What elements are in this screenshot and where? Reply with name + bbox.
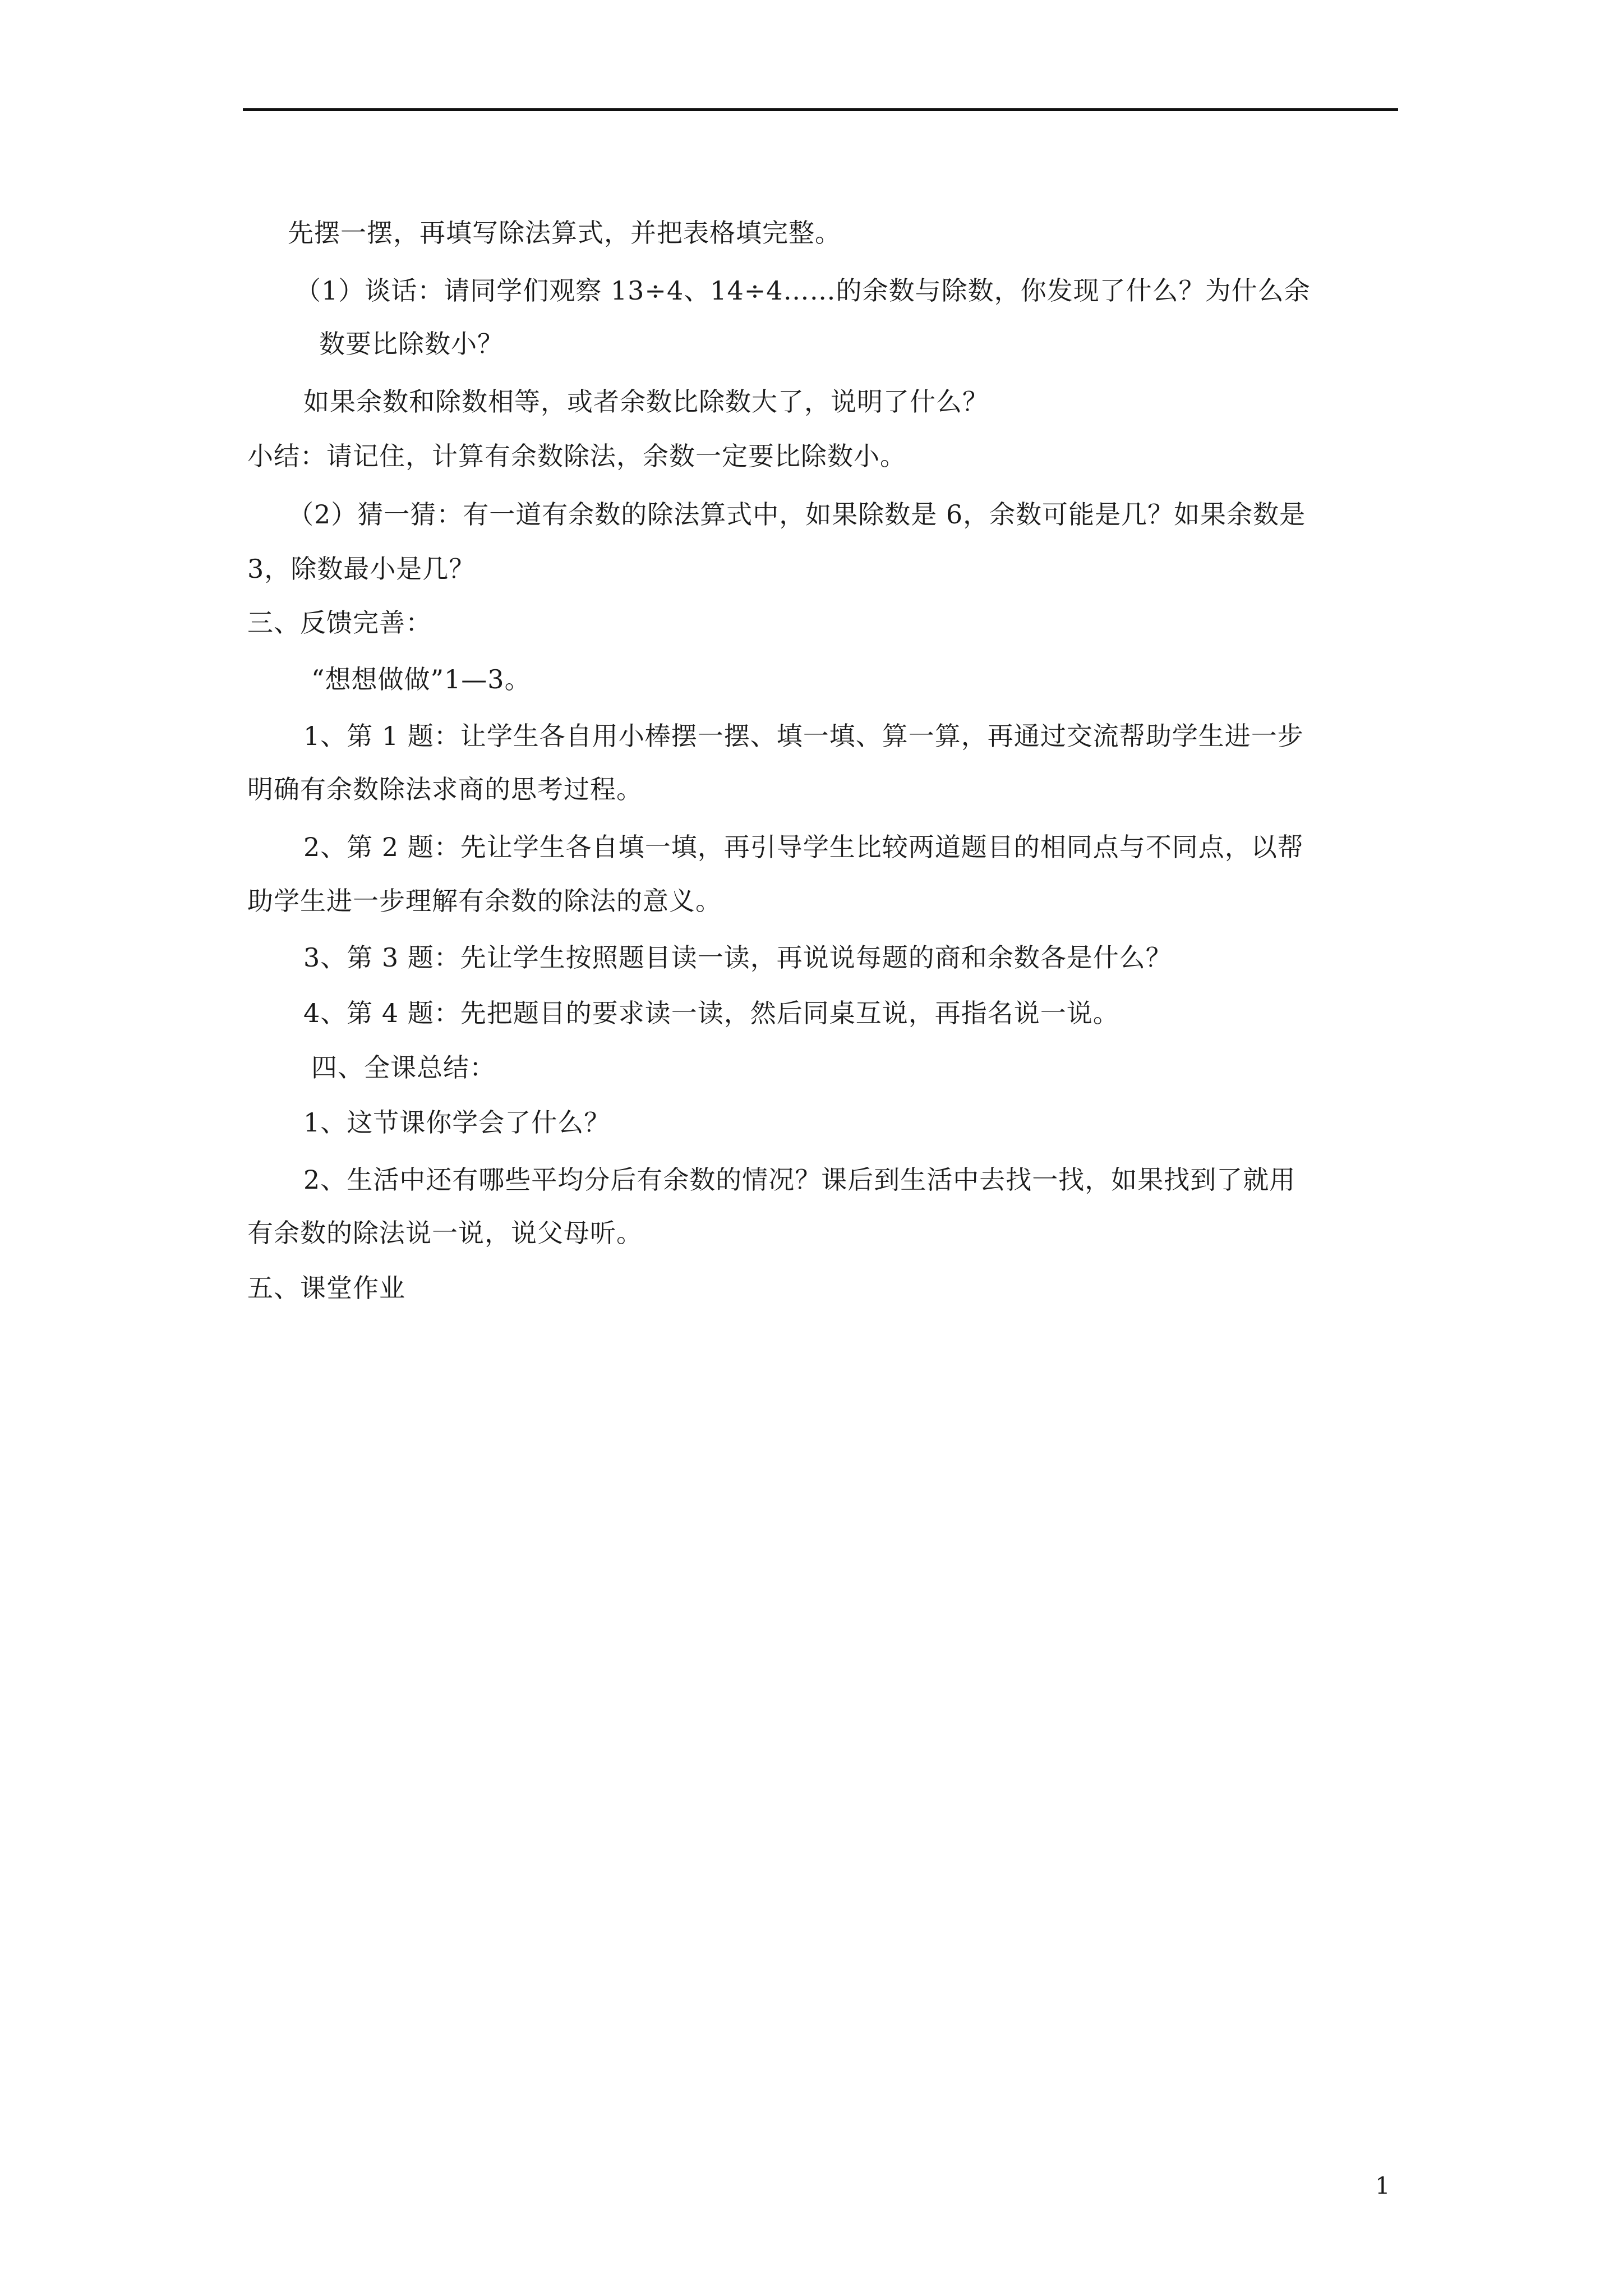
text-line: 有余数的除法说一说，说父母听。 (247, 1218, 643, 1248)
text-line: 助学生进一步理解有余数的除法的意义。 (247, 886, 722, 916)
text-line: 明确有余数除法求商的思考过程。 (247, 774, 643, 804)
text-line: 2、生活中还有哪些平均分后有余数的情况？课后到生活中去找一找，如果找到了就用 (303, 1165, 1296, 1195)
text-line: 小结：请记住，计算有余数除法，余数一定要比除数小。 (247, 441, 906, 471)
text-line: 3，除数最小是几？ (247, 554, 476, 584)
section-heading: 五、课堂作业 (247, 1273, 405, 1303)
page-number: 1 (1375, 2172, 1390, 2200)
section-heading: 三、反馈完善： (247, 608, 432, 638)
text-line: （1）谈话：请同学们观察 13÷4、14÷4……的余数与除数，你发现了什么？为什么余 (295, 275, 1311, 306)
text-line: “想想做做”1—3。 (311, 664, 531, 694)
text-line: 如果余数和除数相等，或者余数比除数大了，说明了什么？ (303, 386, 989, 417)
text-line: 数要比除数小？ (319, 329, 504, 359)
text-line: 4、第 4 题：先把题目的要求读一读，然后同桌互说，再指名说一说。 (303, 998, 1119, 1028)
text-line: 3、第 3 题：先让学生按照题目读一读，再说说每题的商和余数各是什么？ (303, 942, 1172, 973)
text-line: 先摆一摆，再填写除法算式，并把表格填完整。 (288, 218, 841, 248)
text-line: （2）猜一猜：有一道有余数的除法算式中，如果除数是 6，余数可能是几？如果余数是 (288, 499, 1306, 530)
header-rule (243, 108, 1398, 111)
text-line: 1、第 1 题：让学生各自用小棒摆一摆、填一填、算一算，再通过交流帮助学生进一步 (303, 721, 1304, 751)
text-line: 2、第 2 题：先让学生各自填一填，再引导学生比较两道题目的相同点与不同点，以帮 (303, 832, 1304, 862)
section-heading: 四、全课总结： (311, 1052, 496, 1083)
text-line: 1、这节课你学会了什么？ (303, 1107, 611, 1138)
